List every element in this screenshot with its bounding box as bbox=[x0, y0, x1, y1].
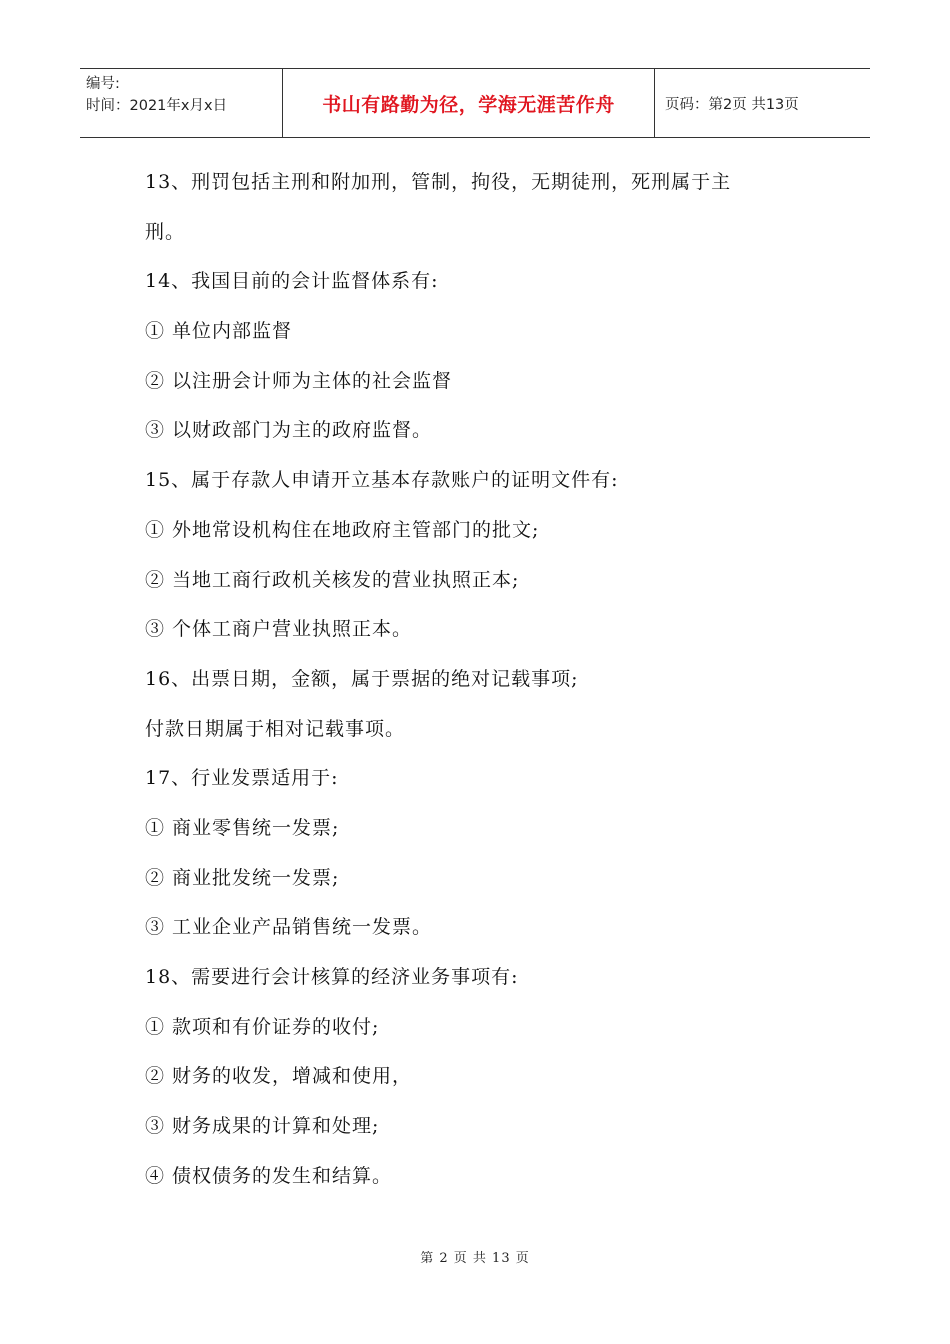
text-line: ② 以注册会计师为主体的社会监督 bbox=[145, 369, 453, 392]
page-header bbox=[80, 68, 870, 138]
text-line: ③ 个体工商户营业执照正本。 bbox=[145, 618, 413, 641]
text-line: 13、刑罚包括主刑和附加刑，管制，拘役，无期徒刑，死刑属于主 bbox=[145, 171, 732, 193]
text-line: ④ 债权债务的发生和结算。 bbox=[145, 1164, 393, 1187]
text-line: ① 商业零售统一发票; bbox=[145, 816, 340, 839]
footer-page-number: 第 2 页 共 13 页 bbox=[420, 1251, 530, 1266]
text-line: 17、行业发票适用于: bbox=[145, 767, 339, 790]
page-footer bbox=[0, 1247, 950, 1266]
text-line: ② 当地工商行政机关核发的营业执照正本; bbox=[145, 568, 520, 591]
text-line: 15、属于存款人申请开立基本存款账户的证明文件有: bbox=[145, 469, 619, 492]
text-line: 付款日期属于相对记载事项。 bbox=[145, 717, 406, 740]
text-line: ② 财务的收发，增减和使用， bbox=[145, 1065, 413, 1088]
document-body bbox=[145, 170, 805, 1213]
text-line: ③ 以财政部门为主的政府监督。 bbox=[145, 419, 433, 442]
header-motto-cell bbox=[282, 69, 655, 137]
text-line: ③ 工业企业产品销售统一发票。 bbox=[145, 916, 433, 939]
text-line: 16、出票日期，金额，属于票据的绝对记载事项; bbox=[145, 667, 579, 690]
text-line: ① 款项和有价证券的收付; bbox=[145, 1015, 380, 1038]
header-page-info: 页码：第2页 共13页 bbox=[665, 96, 799, 113]
text-line: ③ 财务成果的计算和处理; bbox=[145, 1115, 380, 1138]
document-time-label: 时间：2021年x月x日 bbox=[86, 98, 228, 114]
text-line: 18、需要进行会计核算的经济业务事项有: bbox=[145, 966, 519, 988]
text-line: ① 外地常设机构住在地政府主管部门的批文; bbox=[145, 518, 540, 541]
text-line: ① 单位内部监督 bbox=[145, 320, 293, 343]
header-page-cell bbox=[655, 69, 870, 137]
document-number-label: 编号: bbox=[86, 76, 120, 92]
text-line: ② 商业批发统一发票; bbox=[145, 866, 340, 889]
text-line: 刑。 bbox=[145, 220, 186, 243]
text-line: 14、我国目前的会计监督体系有: bbox=[145, 270, 439, 293]
header-motto: 书山有路勤为径，学海无涯苦作舟 bbox=[322, 93, 615, 116]
header-meta bbox=[80, 69, 282, 137]
